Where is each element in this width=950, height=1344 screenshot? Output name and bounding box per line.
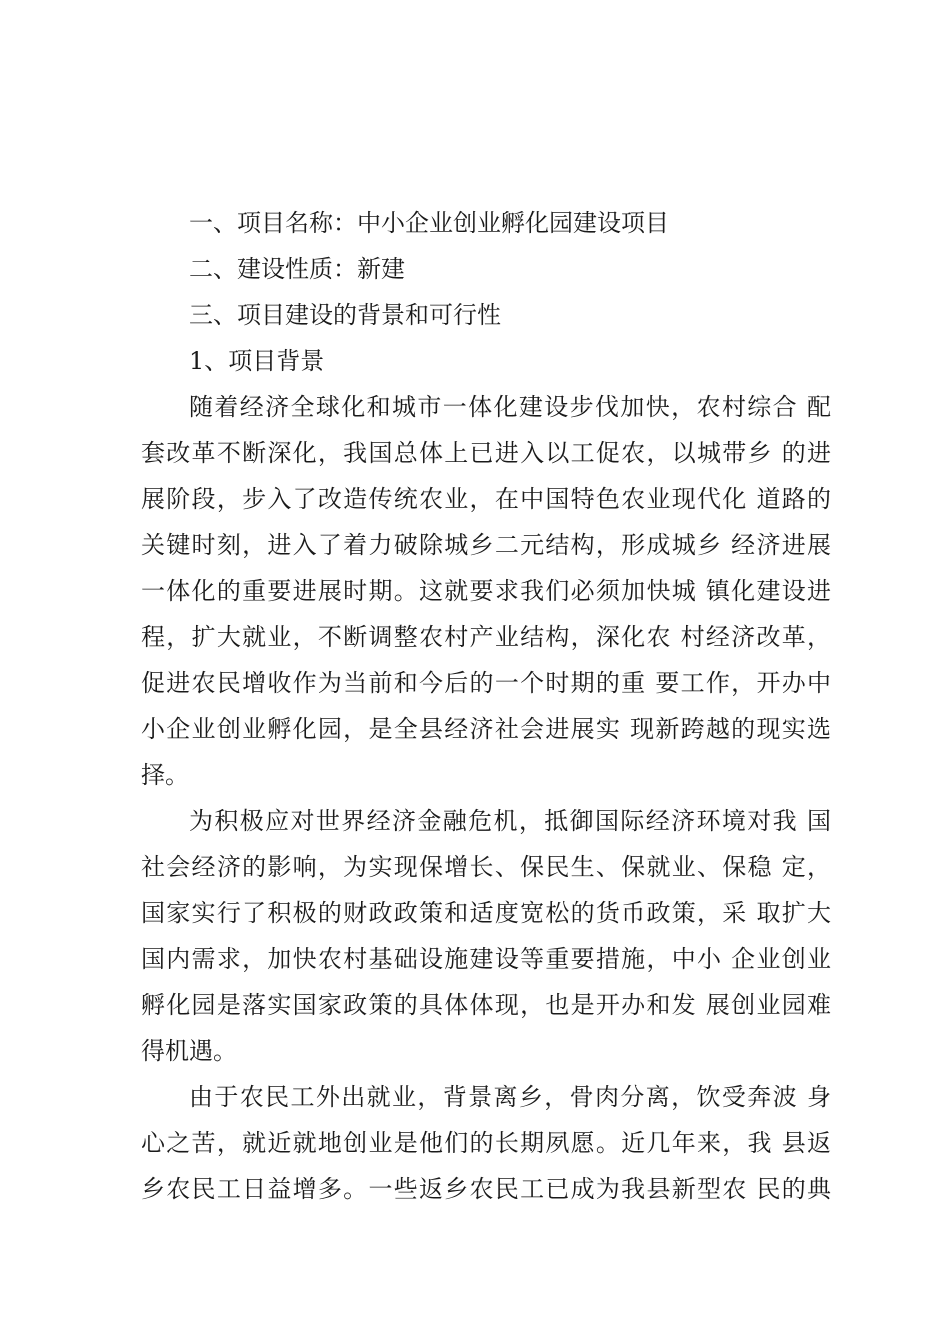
paragraph-line: 为积极应对世界经济金融危机，抵御国际经济环境对我 国 [189,807,831,835]
heading-background-feasibility: 三、项目建设的背景和可行性 [189,301,501,329]
paragraph-line: 套改革不断深化，我国总体上已进入以工促农，以城带乡 的进 [141,439,831,467]
paragraph-1 [141,384,831,798]
paragraph-line: 孵化园是落实国家政策的具体体现，也是开办和发 展创业园难 [141,991,831,1019]
paragraph-line: 乡农民工日益增多。一些返乡农民工已成为我县新型农 民的典 [141,1175,831,1203]
paragraph-line: 展阶段，步入了改造传统农业，在中国特色农业现代化 道路的 [141,485,831,513]
document-page [141,200,831,1212]
paragraph-line: 由于农民工外出就业，背景离乡，骨肉分离，饮受奔波 身 [189,1083,831,1111]
paragraph-line: 关键时刻，进入了着力破除城乡二元结构，形成城乡 经济进展 [141,531,831,559]
paragraph-line: 小企业创业孵化园，是全县经济社会进展实 现新跨越的现实选 [141,715,831,743]
paragraph-line: 择。 [141,761,189,789]
heading-construction-nature: 二、建设性质：新建 [189,255,405,283]
paragraph-line: 一体化的重要进展时期。这就要求我们必须加快城 镇化建设进 [141,577,831,605]
paragraph-line: 国内需求，加快农村基础设施建设等重要措施，中小 企业创业 [141,945,831,973]
paragraph-line: 国家实行了积极的财政政策和适度宽松的货币政策，采 取扩大 [141,899,831,927]
paragraph-line: 心之苦，就近就地创业是他们的长期夙愿。近几年来，我 县返 [141,1129,831,1157]
paragraph-line: 程，扩大就业，不断调整农村产业结构，深化农 村经济改革， [141,623,831,651]
paragraph-line: 随着经济全球化和城市一体化建设步伐加快，农村综合 配 [189,393,831,421]
heading-project-name: 一、项目名称：中小企业创业孵化园建设项目 [189,209,669,237]
paragraph-line: 促进农民增收作为当前和今后的一个时期的重 要工作，开办中 [141,669,831,697]
paragraph-line: 社会经济的影响，为实现保增长、保民生、保就业、保稳 定， [141,853,831,881]
heading-project-background: 1、项目背景 [189,347,325,375]
paragraph-line: 得机遇。 [141,1037,237,1065]
paragraph-2 [141,798,831,1074]
paragraph-3 [141,1074,831,1212]
